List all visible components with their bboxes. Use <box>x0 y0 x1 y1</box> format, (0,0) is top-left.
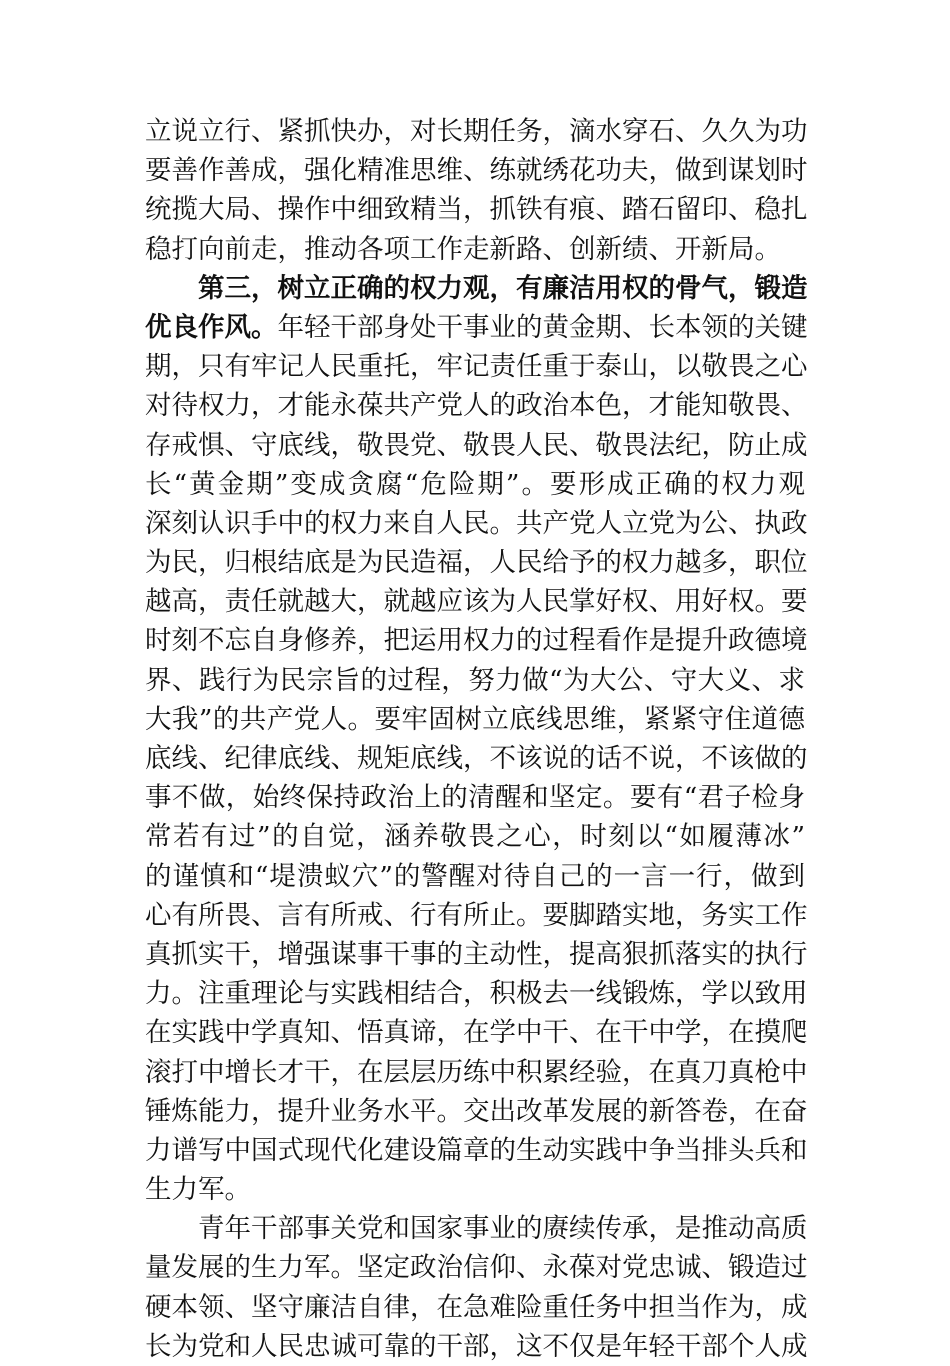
text-line: 心有所畏、言有所戒、行有所止。要脚踏实地，务实工作 <box>145 899 808 931</box>
text-line: 量发展的生力军。坚定政治信仰、永葆对党忠诚、锻造过 <box>145 1252 808 1284</box>
paragraph-1 <box>145 112 808 269</box>
text-line: 长为党和人民忠诚可靠的干部，这不仅是年轻干部个人成 <box>145 1330 808 1362</box>
text-line: 为民，归根结底是为民造福，人民给予的权力越多，职位 <box>145 547 808 579</box>
paragraph-2 <box>145 269 808 1210</box>
section-heading-end: 优良作风。 <box>145 311 278 343</box>
text-line: 统揽大局、操作中细致精当，抓铁有痕、踏石留印、稳扎 <box>145 194 808 226</box>
text-line: 稳打向前走，推动各项工作走新路、创新绩、开新局。 <box>145 233 781 265</box>
paragraph-3 <box>145 1209 808 1366</box>
text-line: 对待权力，才能永葆共产党人的政治本色，才能知敬畏、 <box>145 390 808 422</box>
text-line: 锤炼能力，提升业务水平。交出改革发展的新答卷，在奋 <box>145 1095 808 1127</box>
text-line: 界、践行为民宗旨的过程，努力做“为大公、守大义、求 <box>145 664 805 696</box>
text-line: 存戒惧、守底线，敬畏党、敬畏人民、敬畏法纪，防止成 <box>145 429 808 461</box>
text-line: 大我”的共产党人。要牢固树立底线思维，紧紧守住道德 <box>145 703 805 735</box>
text-line: 的谨慎和“堤溃蚁穴”的警醒对待自己的一言一行，做到 <box>145 860 805 892</box>
text-line <box>145 269 808 308</box>
text-line: 长“黄金期”变成贪腐“危险期”。要形成正确的权力观 <box>145 468 805 500</box>
text-line: 在实践中学真知、悟真谛，在学中干、在干中学，在摸爬 <box>145 1017 808 1049</box>
text-line: 深刻认识手中的权力来自人民。共产党人立党为公、执政 <box>145 507 808 539</box>
text-line: 力谱写中国式现代化建设篇章的生动实践中争当排头兵和 <box>145 1134 808 1166</box>
text-line: 时刻不忘自身修养，把运用权力的过程看作是提升政德境 <box>145 625 808 657</box>
text-line: 硬本领、坚守廉洁自律，在急难险重任务中担当作为，成 <box>145 1291 808 1323</box>
text-line: 生力军。 <box>145 1174 251 1206</box>
text-line: 越高，责任就越大，就越应该为人民掌好权、用好权。要 <box>145 586 808 618</box>
text-line <box>145 308 808 347</box>
text-line: 事不做，始终保持政治上的清醒和坚定。要有“君子检身 <box>145 782 805 814</box>
text-line: 力。注重理论与实践相结合，积极去一线锻炼，学以致用 <box>145 978 808 1010</box>
section-heading: 第三，树立正确的权力观，有廉洁用权的骨气，锻造 <box>198 272 808 304</box>
text-line: 立说立行、紧抓快办，对长期任务，滴水穿石、久久为功 <box>145 116 808 147</box>
text-line: 要善作善成，强化精准思维、练就绣花功夫，做到谋划时 <box>145 155 808 187</box>
text-line: 滚打中增长才干，在层层历练中积累经验，在真刀真枪中 <box>145 1056 808 1088</box>
text-line: 常若有过”的自觉，涵养敬畏之心，时刻以“如履薄冰” <box>145 821 805 853</box>
text-span: 年轻干部身处干事业的黄金期、长本领的关键 <box>277 311 808 343</box>
document-page <box>145 112 808 1366</box>
text-line: 底线、纪律底线、规矩底线，不该说的话不说，不该做的 <box>145 743 808 774</box>
text-line: 青年干部事关党和国家事业的赓续传承，是推动高质 <box>198 1213 808 1245</box>
text-line: 期，只有牢记人民重托，牢记责任重于泰山，以敬畏之心 <box>145 351 808 383</box>
text-line: 真抓实干，增强谋事干事的主动性，提高狠抓落实的执行 <box>145 938 808 970</box>
